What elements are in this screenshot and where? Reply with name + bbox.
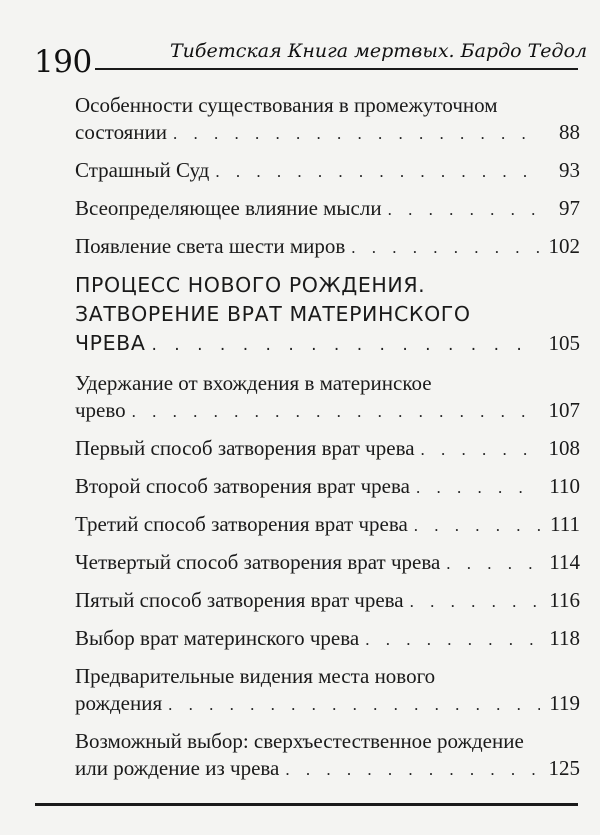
dot-leader (215, 158, 540, 185)
footer-rule (35, 803, 578, 806)
toc-entry-text: или рождение из чрева (75, 756, 280, 780)
toc-entry (75, 370, 580, 425)
toc-entry-page: 107 (548, 398, 580, 422)
toc-entry-text: Третий способ затворения врат чрева (75, 512, 408, 536)
toc-entry-page: 114 (549, 550, 580, 574)
toc-entry-text: Всеопределяющее влияние мысли (75, 196, 382, 220)
dot-leader (365, 626, 540, 653)
dot-leader (416, 474, 540, 501)
toc-entry-text: Второй способ затворения врат чрева (75, 474, 410, 498)
toc-entry-page: 111 (550, 512, 580, 536)
toc-entry (75, 92, 580, 147)
toc-entry (75, 473, 580, 501)
toc-entry-text: Пятый способ затворения врат чрева (75, 588, 404, 612)
toc-entry (75, 195, 580, 223)
toc-entry-page: 97 (559, 196, 580, 220)
dot-leader (173, 120, 540, 147)
toc-entry (75, 435, 580, 463)
dot-leader (421, 436, 540, 463)
toc-entry-page: 125 (548, 756, 580, 780)
toc-entry-text-line1: Предварительные видения места нового (75, 664, 436, 688)
dot-leader (446, 550, 540, 577)
toc-entry-page: 105 (548, 331, 580, 355)
toc-entry-text: Четвертый способ затворения врат чрева (75, 550, 441, 574)
toc-section-text-line2: ЗАТВОРЕНИЕ ВРАТ МАТЕРИНСКОГО (75, 302, 471, 326)
running-title: Тибетская Книга мертвых. Бардо Тедол (170, 40, 588, 62)
toc-entry (75, 233, 580, 261)
toc-entry-page: 108 (548, 436, 580, 460)
toc-section-entry (75, 271, 580, 360)
toc-entry-page: 88 (559, 120, 580, 144)
page-number: 190 (34, 44, 92, 80)
dot-leader (151, 331, 540, 360)
toc-entry-text: Выбор врат материнского чрева (75, 626, 360, 650)
toc-entry-page: 118 (549, 626, 580, 650)
dot-leader (414, 512, 540, 539)
toc-entry-page: 116 (549, 588, 580, 612)
toc-section-text-line1: ПРОЦЕСС НОВОГО РОЖДЕНИЯ. (75, 273, 426, 297)
toc-entry (75, 587, 580, 615)
toc-entry-page: 102 (548, 234, 580, 258)
toc-entry (75, 663, 580, 718)
toc-entry-text-line1: Удержание от вхождения в материнское (75, 371, 432, 395)
dot-leader (168, 691, 540, 718)
toc-entry-page: 93 (559, 158, 580, 182)
toc-entry-text: Страшный Суд (75, 158, 210, 182)
toc-entry-text: чрево (75, 398, 126, 422)
toc-entry (75, 728, 580, 783)
toc-entry (75, 157, 580, 185)
toc-entry (75, 511, 580, 539)
toc-section-text: ЧРЕВА (75, 331, 146, 355)
dot-leader (388, 196, 540, 223)
header-rule (95, 68, 578, 70)
toc-entry-page: 110 (549, 474, 580, 498)
table-of-contents (75, 92, 580, 783)
toc-entry-page: 119 (549, 691, 580, 715)
dot-leader (351, 234, 540, 261)
toc-entry-text-line1: Особенности существования в промежуточном (75, 93, 498, 117)
dot-leader (410, 588, 540, 615)
toc-entry (75, 625, 580, 653)
toc-entry-text-line1: Возможный выбор: сверхъестественное рождение (75, 729, 524, 753)
toc-entry-text: рождения (75, 691, 163, 715)
toc-entry-text: Первый способ затворения врат чрева (75, 436, 415, 460)
toc-entry (75, 549, 580, 577)
dot-leader (132, 398, 540, 425)
toc-entry-text: состоянии (75, 120, 168, 144)
dot-leader (285, 756, 540, 783)
toc-entry-text: Появление света шести миров (75, 234, 346, 258)
